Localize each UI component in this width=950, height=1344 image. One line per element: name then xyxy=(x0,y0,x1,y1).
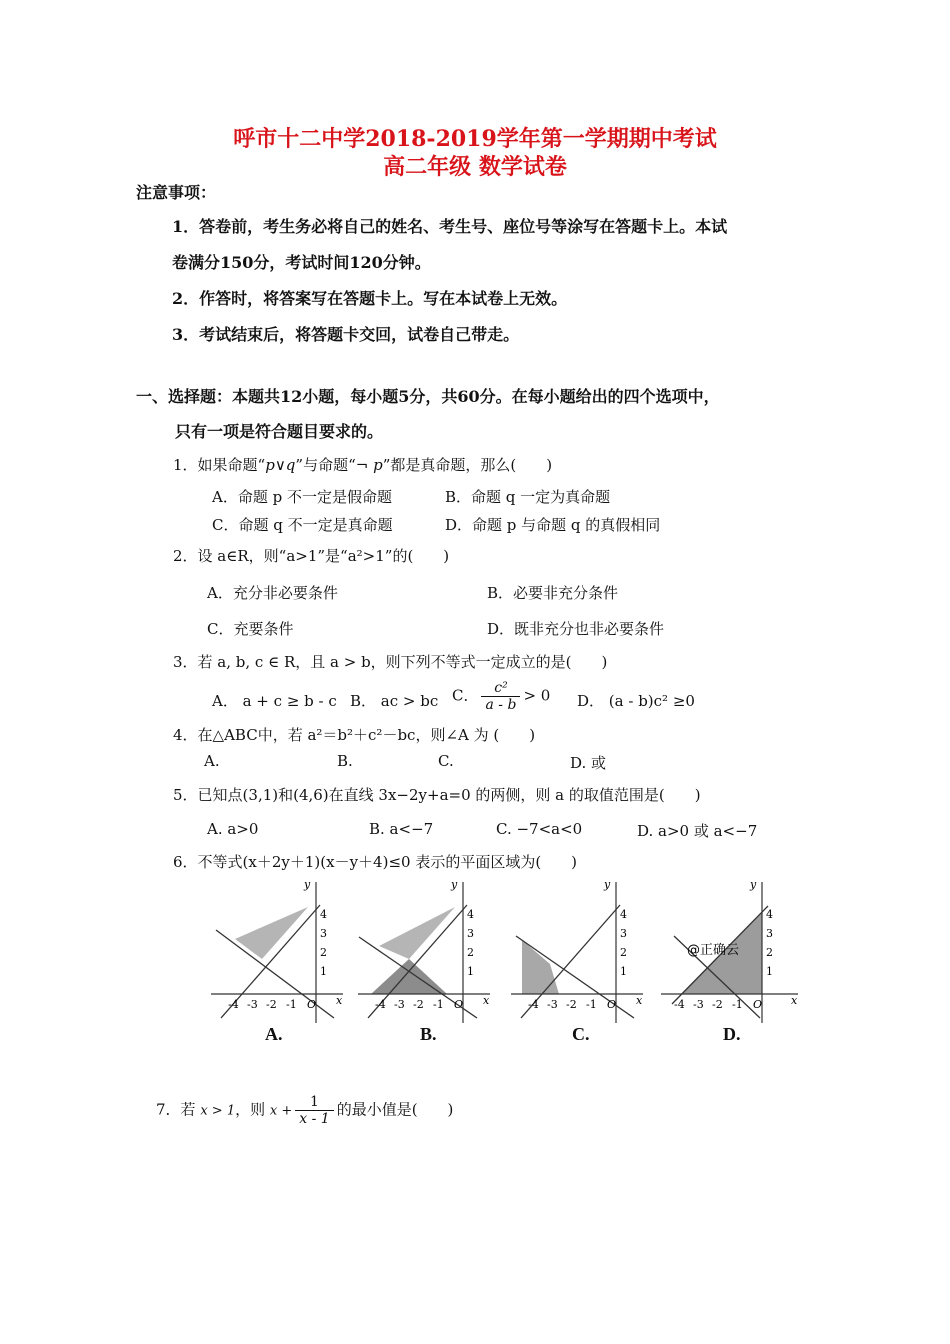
question-3-option-a: A． a + c ≥ b - c xyxy=(212,692,337,710)
graph-a xyxy=(208,878,348,1028)
y-tick-label: 4 xyxy=(620,908,627,921)
question-6-figure-c xyxy=(508,878,648,1032)
x-axis-label: x xyxy=(791,994,798,1007)
question-2-option-c: C．充要条件 xyxy=(207,620,294,638)
x-tick-label: -3 xyxy=(394,998,405,1011)
question-3-option-c: C． $\frac{\text{c²}}{a - b}$ > 0 xyxy=(452,680,551,713)
notice-item-1-line1: 1．答卷前，考生务必将自己的姓名、考生号、座位号等涂写在答题卡上。本试 xyxy=(172,217,728,236)
x-tick-label: -4 xyxy=(375,998,386,1011)
question-3-option-b: B． ac > bc xyxy=(350,692,439,710)
question-5-option-b: B. a<−7 xyxy=(369,820,434,838)
notice-item-2: 2．作答时，将答案写在答题卡上。写在本试卷上无效。 xyxy=(172,289,568,308)
graph-b xyxy=(355,878,495,1028)
question-5-stem: 5．已知点(3,1)和(4,6)在直线 3x−2y+a=0 的两侧，则 a 的取值范围是( ) xyxy=(173,786,701,804)
question-7-stem: 7．若 x > 1，则 x + $\frac{1}{x - 1}$ 的最小值是( ) xyxy=(156,1094,454,1127)
x-tick-label: -4 xyxy=(528,998,539,1011)
origin-label: O xyxy=(307,998,317,1011)
x-tick-label: -1 xyxy=(732,998,743,1011)
origin-label: O xyxy=(753,998,763,1011)
shaded-region-b-lower xyxy=(371,959,447,994)
question-3-stem: 3．若 a, b, c ∈ R，且 a > b，则下列不等式一定成立的是( ) xyxy=(173,653,608,671)
y-tick-label: 3 xyxy=(320,927,327,940)
y-tick-label: 2 xyxy=(766,946,773,959)
question-1-stem: 1．如果命题“p∨q”与命题“¬ p”都是真命题，那么( ) xyxy=(173,456,553,474)
x-tick-label: -2 xyxy=(413,998,424,1011)
question-4-option-a: A. xyxy=(204,752,220,770)
section-1-intro-line2: 只有一项是符合题目要求的。 xyxy=(175,422,384,441)
figure-b-label: B. xyxy=(420,1024,437,1044)
question-4-stem: 4．在△ABC中，若 a²＝b²＋c²－bc，则∠A 为 ( ) xyxy=(173,726,536,744)
section-1-intro-line1: 一、选择题：本题共12小题，每小题5分，共60分。在每小题给出的四个选项中， xyxy=(136,387,720,406)
y-tick-label: 3 xyxy=(620,927,627,940)
origin-label: O xyxy=(454,998,464,1011)
x-tick-label: -3 xyxy=(547,998,558,1011)
x-tick-label: -1 xyxy=(586,998,597,1011)
question-2-option-b: B．必要非充分条件 xyxy=(487,584,619,602)
figure-a-label: A. xyxy=(265,1024,283,1044)
x-tick-label: -2 xyxy=(712,998,723,1011)
graph-d xyxy=(658,878,803,1028)
y-tick-label: 2 xyxy=(467,946,474,959)
y-tick-label: 1 xyxy=(320,965,327,978)
question-2-option-d: D．既非充分也非必要条件 xyxy=(487,620,665,638)
notice-item-1-line2: 卷满分150分，考试时间120分钟。 xyxy=(172,253,431,272)
x-tick-label: -4 xyxy=(674,998,685,1011)
y-tick-label: 4 xyxy=(766,908,773,921)
question-4-option-b: B. xyxy=(337,752,353,770)
y-axis-label: y xyxy=(750,878,757,891)
question-3-option-d: D． (a - b)c² ≥0 xyxy=(577,692,695,710)
figure-c-label: C. xyxy=(572,1024,590,1044)
graph-c xyxy=(508,878,648,1028)
origin-label: O xyxy=(607,998,617,1011)
y-axis-label: y xyxy=(304,878,311,891)
question-6-figure-a xyxy=(208,878,348,1032)
y-axis-label: y xyxy=(604,878,611,891)
y-tick-label: 3 xyxy=(766,927,773,940)
y-tick-label: 1 xyxy=(620,965,627,978)
x-tick-label: -2 xyxy=(566,998,577,1011)
x-tick-label: -1 xyxy=(433,998,444,1011)
question-1-option-c: C．命题 q 不一定是真命题 xyxy=(212,516,393,534)
x-axis-label: x xyxy=(636,994,643,1007)
x-axis-label: x xyxy=(483,994,490,1007)
question-4-option-c: C. xyxy=(438,752,454,770)
y-axis-label: y xyxy=(451,878,458,891)
x-axis-label: x xyxy=(336,994,343,1007)
question-1-option-d: D．命题 p 与命题 q 的真假相同 xyxy=(445,516,661,534)
notice-item-3: 3．考试结束后，将答题卡交回，试卷自己带走。 xyxy=(172,325,520,344)
x-tick-label: -3 xyxy=(247,998,258,1011)
question-6-stem: 6．不等式(x＋2y＋1)(x－y＋4)≤0 表示的平面区域为( ) xyxy=(173,853,578,871)
question-6-figure-b xyxy=(355,878,495,1032)
question-5-option-d: D. a>0 或 a<−7 xyxy=(637,822,758,840)
question-5-option-a: A. a>0 xyxy=(207,820,259,838)
y-tick-label: 2 xyxy=(320,946,327,959)
y-tick-label: 1 xyxy=(766,965,773,978)
y-tick-label: 4 xyxy=(320,908,327,921)
watermark-text: @正确云 xyxy=(687,943,740,958)
exam-title-line1: 呼市十二中学2018-2019学年第一学期期中考试 xyxy=(233,126,717,152)
exam-title-line2: 高二年级 数学试卷 xyxy=(383,154,567,180)
question-2-stem: 2．设 a∈R，则“a>1”是“a²>1”的( ) xyxy=(173,547,450,565)
x-tick-label: -4 xyxy=(228,998,239,1011)
question-4-option-d: D. 或 xyxy=(570,754,607,772)
notice-heading: 注意事项： xyxy=(136,183,217,202)
y-tick-label: 1 xyxy=(467,965,474,978)
shaded-region-c xyxy=(522,940,559,994)
y-tick-label: 4 xyxy=(467,908,474,921)
y-tick-label: 3 xyxy=(467,927,474,940)
shaded-region-b-upper xyxy=(379,907,455,959)
x-tick-label: -2 xyxy=(266,998,277,1011)
question-6-figure-d xyxy=(658,878,803,1032)
question-1-option-b: B．命题 q 一定为真命题 xyxy=(445,488,611,506)
question-2-option-a: A．充分非必要条件 xyxy=(207,584,338,602)
question-5-option-c: C. −7<a<0 xyxy=(496,820,583,838)
y-tick-label: 2 xyxy=(620,946,627,959)
question-1-option-a: A．命题 p 不一定是假命题 xyxy=(212,488,392,506)
x-tick-label: -3 xyxy=(693,998,704,1011)
shaded-region-a xyxy=(235,907,308,959)
x-tick-label: -1 xyxy=(286,998,297,1011)
figure-d-label: D. xyxy=(723,1024,741,1044)
